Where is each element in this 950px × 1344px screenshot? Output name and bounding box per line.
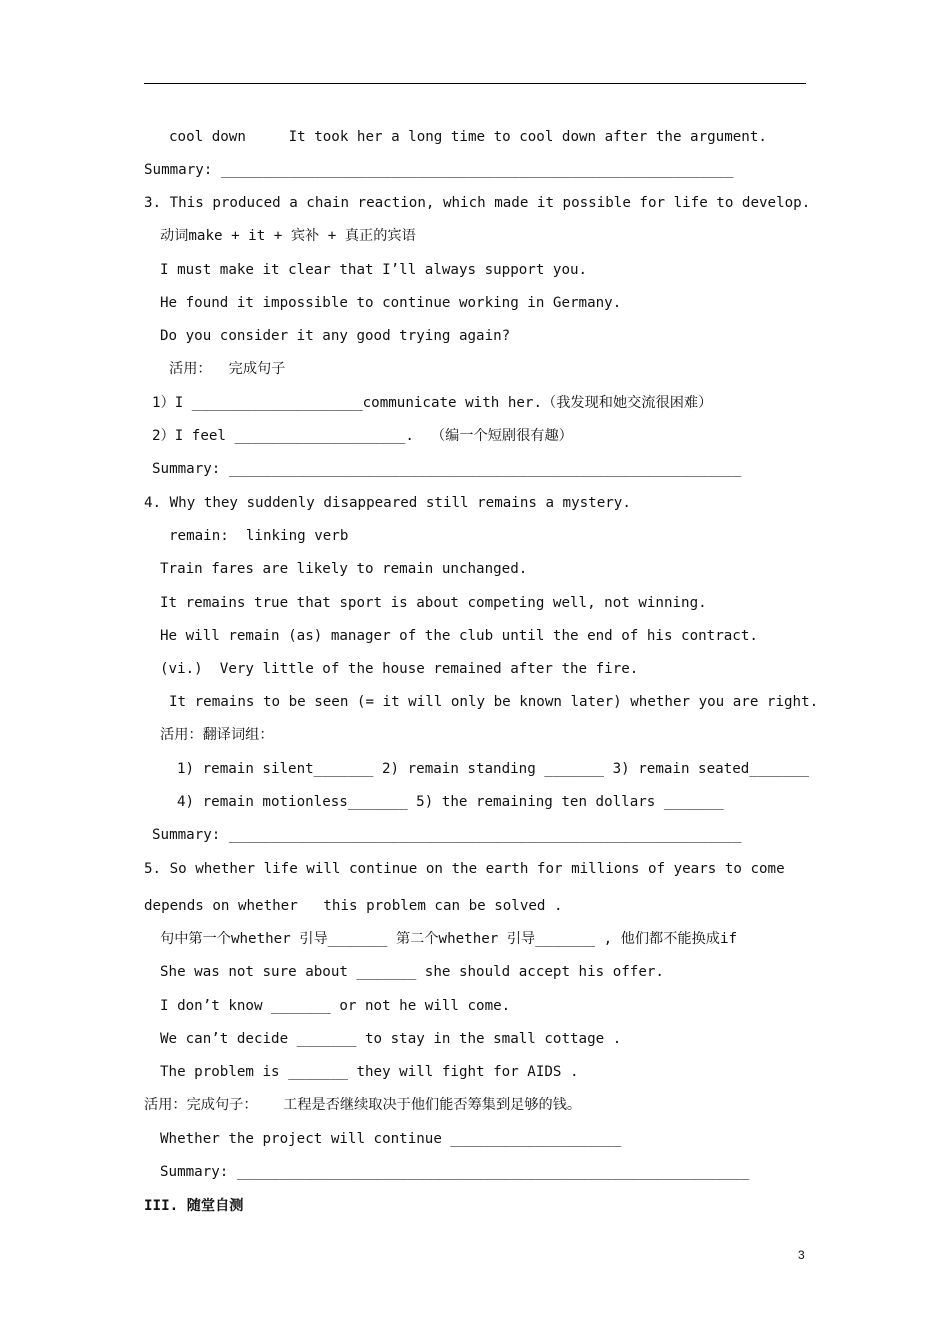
text-line: 句中第一个whether 引导_______ 第二个whether 引导_______ , 他们都不能换成if <box>160 931 738 947</box>
text-line: We can’t decide _______ to stay in the small cottage . <box>160 1031 622 1047</box>
text-line: 1) remain silent_______ 2) remain standing _______ 3) remain seated_______ <box>177 761 810 777</box>
text-line: 活用： 完成句子 <box>169 361 286 377</box>
text-line: Do you consider it any good trying again? <box>160 328 511 344</box>
text-line: depends on whether this problem can be solved . <box>144 898 563 914</box>
text-line: He will remain (as) manager of the club until the end of his contract. <box>160 628 758 644</box>
text-line: 活用：完成句子： 工程是否继续取决于他们能否筹集到足够的钱。 <box>144 1097 582 1113</box>
header-rule <box>144 83 806 84</box>
text-line: I don’t know _______ or not he will come. <box>160 998 511 1014</box>
text-line: 5. So whether life will continue on the earth for millions of years to come <box>144 861 785 877</box>
text-line: 2）I feel ____________________. （编一个短剧很有趣） <box>152 428 573 444</box>
page-number: 3 <box>798 1248 805 1262</box>
text-line: She was not sure about _______ she should accept his offer. <box>160 964 664 980</box>
text-line: It remains true that sport is about competing well, not winning. <box>160 595 707 611</box>
text-line: Summary: ____________________________________________________________ <box>160 1164 750 1180</box>
text-line: He found it impossible to continue working in Germany. <box>160 295 622 311</box>
text-line: It remains to be seen (= it will only be known later) whether you are right. <box>169 694 819 710</box>
text-line: The problem is _______ they will fight for AIDS . <box>160 1064 579 1080</box>
text-line: 活用：翻译词组： <box>160 727 274 743</box>
text-line: cool down It took her a long time to cool down after the argument. <box>169 129 767 145</box>
text-line: remain: linking verb <box>169 528 349 544</box>
text-line: Summary: ____________________________________________________________ <box>152 827 742 843</box>
text-line: Whether the project will continue ____________________ <box>160 1131 622 1147</box>
text-line: 3. This produced a chain reaction, which made it possible for life to develop. <box>144 195 811 211</box>
text-line: Train fares are likely to remain unchanged. <box>160 561 528 577</box>
text-line: Summary: ____________________________________________________________ <box>152 461 742 477</box>
text-line: Summary: ____________________________________________________________ <box>144 162 734 178</box>
text-line: 动词make + it + 宾补 + 真正的宾语 <box>160 228 416 244</box>
text-line: (vi.) Very little of the house remained after the fire. <box>160 661 639 677</box>
text-line: I must make it clear that I’ll always support you. <box>160 262 588 278</box>
text-line: III. 随堂自测 <box>144 1198 244 1214</box>
text-line: 4) remain motionless_______ 5) the remaining ten dollars _______ <box>177 794 724 810</box>
text-line: 4. Why they suddenly disappeared still remains a mystery. <box>144 495 631 511</box>
text-line: 1）I ____________________communicate with her.（我发现和她交流很困难） <box>152 395 713 411</box>
